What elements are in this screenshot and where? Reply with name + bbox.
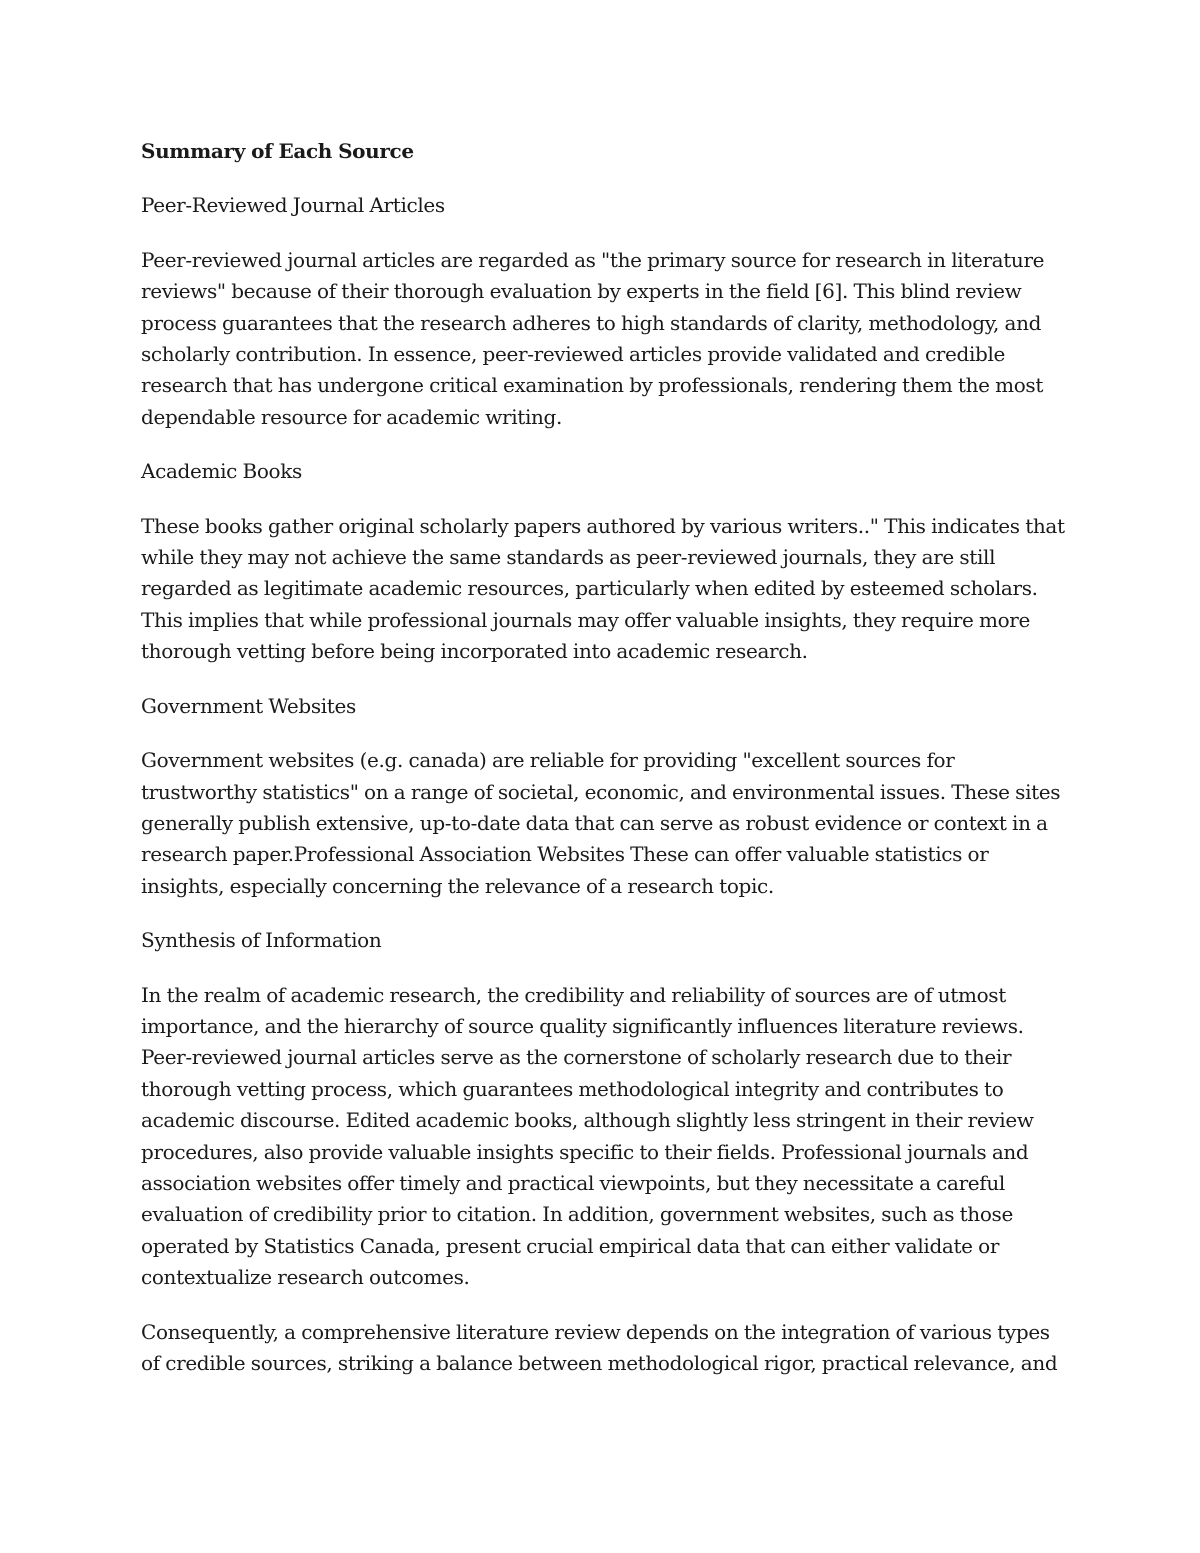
document-title: Summary of Each Source (141, 139, 414, 163)
document-page (141, 136, 1071, 1402)
section-heading-synthesis: Synthesis of Information (141, 928, 382, 953)
paragraph-synthesis: In the realm of academic research, the credibility and reliability of sources are of utmost importance, and the hierarchy of source quality significantly influences literature reviews. Peer-reviewed journal articles serve as the cornerstone of scholarly research due to their thorough vetting process, which guarantees methodological integrity and contributes to academic discourse. Edited academic books, although slightly less stringent in their review procedures, also provide valuable insights specific to their fields. Professional journals and association websites offer timely and practical viewpoints, but they necessitate a careful evaluation of credibility prior to citation. In addition, government websites, such as those operated by Statistics Canada, present crucial empirical data that can either validate or contextualize research outcomes. (141, 982, 1034, 1290)
section-heading-peer-reviewed: Peer-Reviewed Journal Articles (141, 193, 445, 218)
paragraph-academic-books: These books gather original scholarly papers authored by various writers.." This indicates that while they may not achieve the same standards as peer-reviewed journals, they are still regarded as legitimate academic resources, particularly when edited by esteemed scholars. This implies that while professional journals may offer valuable insights, they require more thorough vetting before being incorporated into academic research. (141, 513, 1065, 664)
paragraph-conclusion: Consequently, a comprehensive literature review depends on the integration of various types of credible sources, striking a balance between methodological rigor, practical relevance, and (141, 1319, 1058, 1375)
paragraph-government-websites: Government websites (e.g. canada) are reliable for providing "excellent sources for trustworthy statistics" on a range of societal, economic, and environmental issues. These sites generally publish extensive, up-to-date data that can serve as robust evidence or context in a research paper.Professional Association Websites These can offer valuable statistics or insights, especially concerning the relevance of a research topic. (141, 748, 1061, 898)
section-heading-government-websites: Government Websites (141, 693, 356, 718)
paragraph-peer-reviewed: Peer-reviewed journal articles are regarded as "the primary source for research in literature reviews" because of their thorough evaluation by experts in the field [6]. This blind review process guarantees that the research adheres to high standards of clarity, methodology, and scholarly contribution. In essence, peer-reviewed articles provide validated and credible research that has undergone critical examination by professionals, rendering them the most dependable resource for academic writing. (141, 247, 1045, 429)
section-heading-academic-books: Academic Books (141, 459, 302, 484)
